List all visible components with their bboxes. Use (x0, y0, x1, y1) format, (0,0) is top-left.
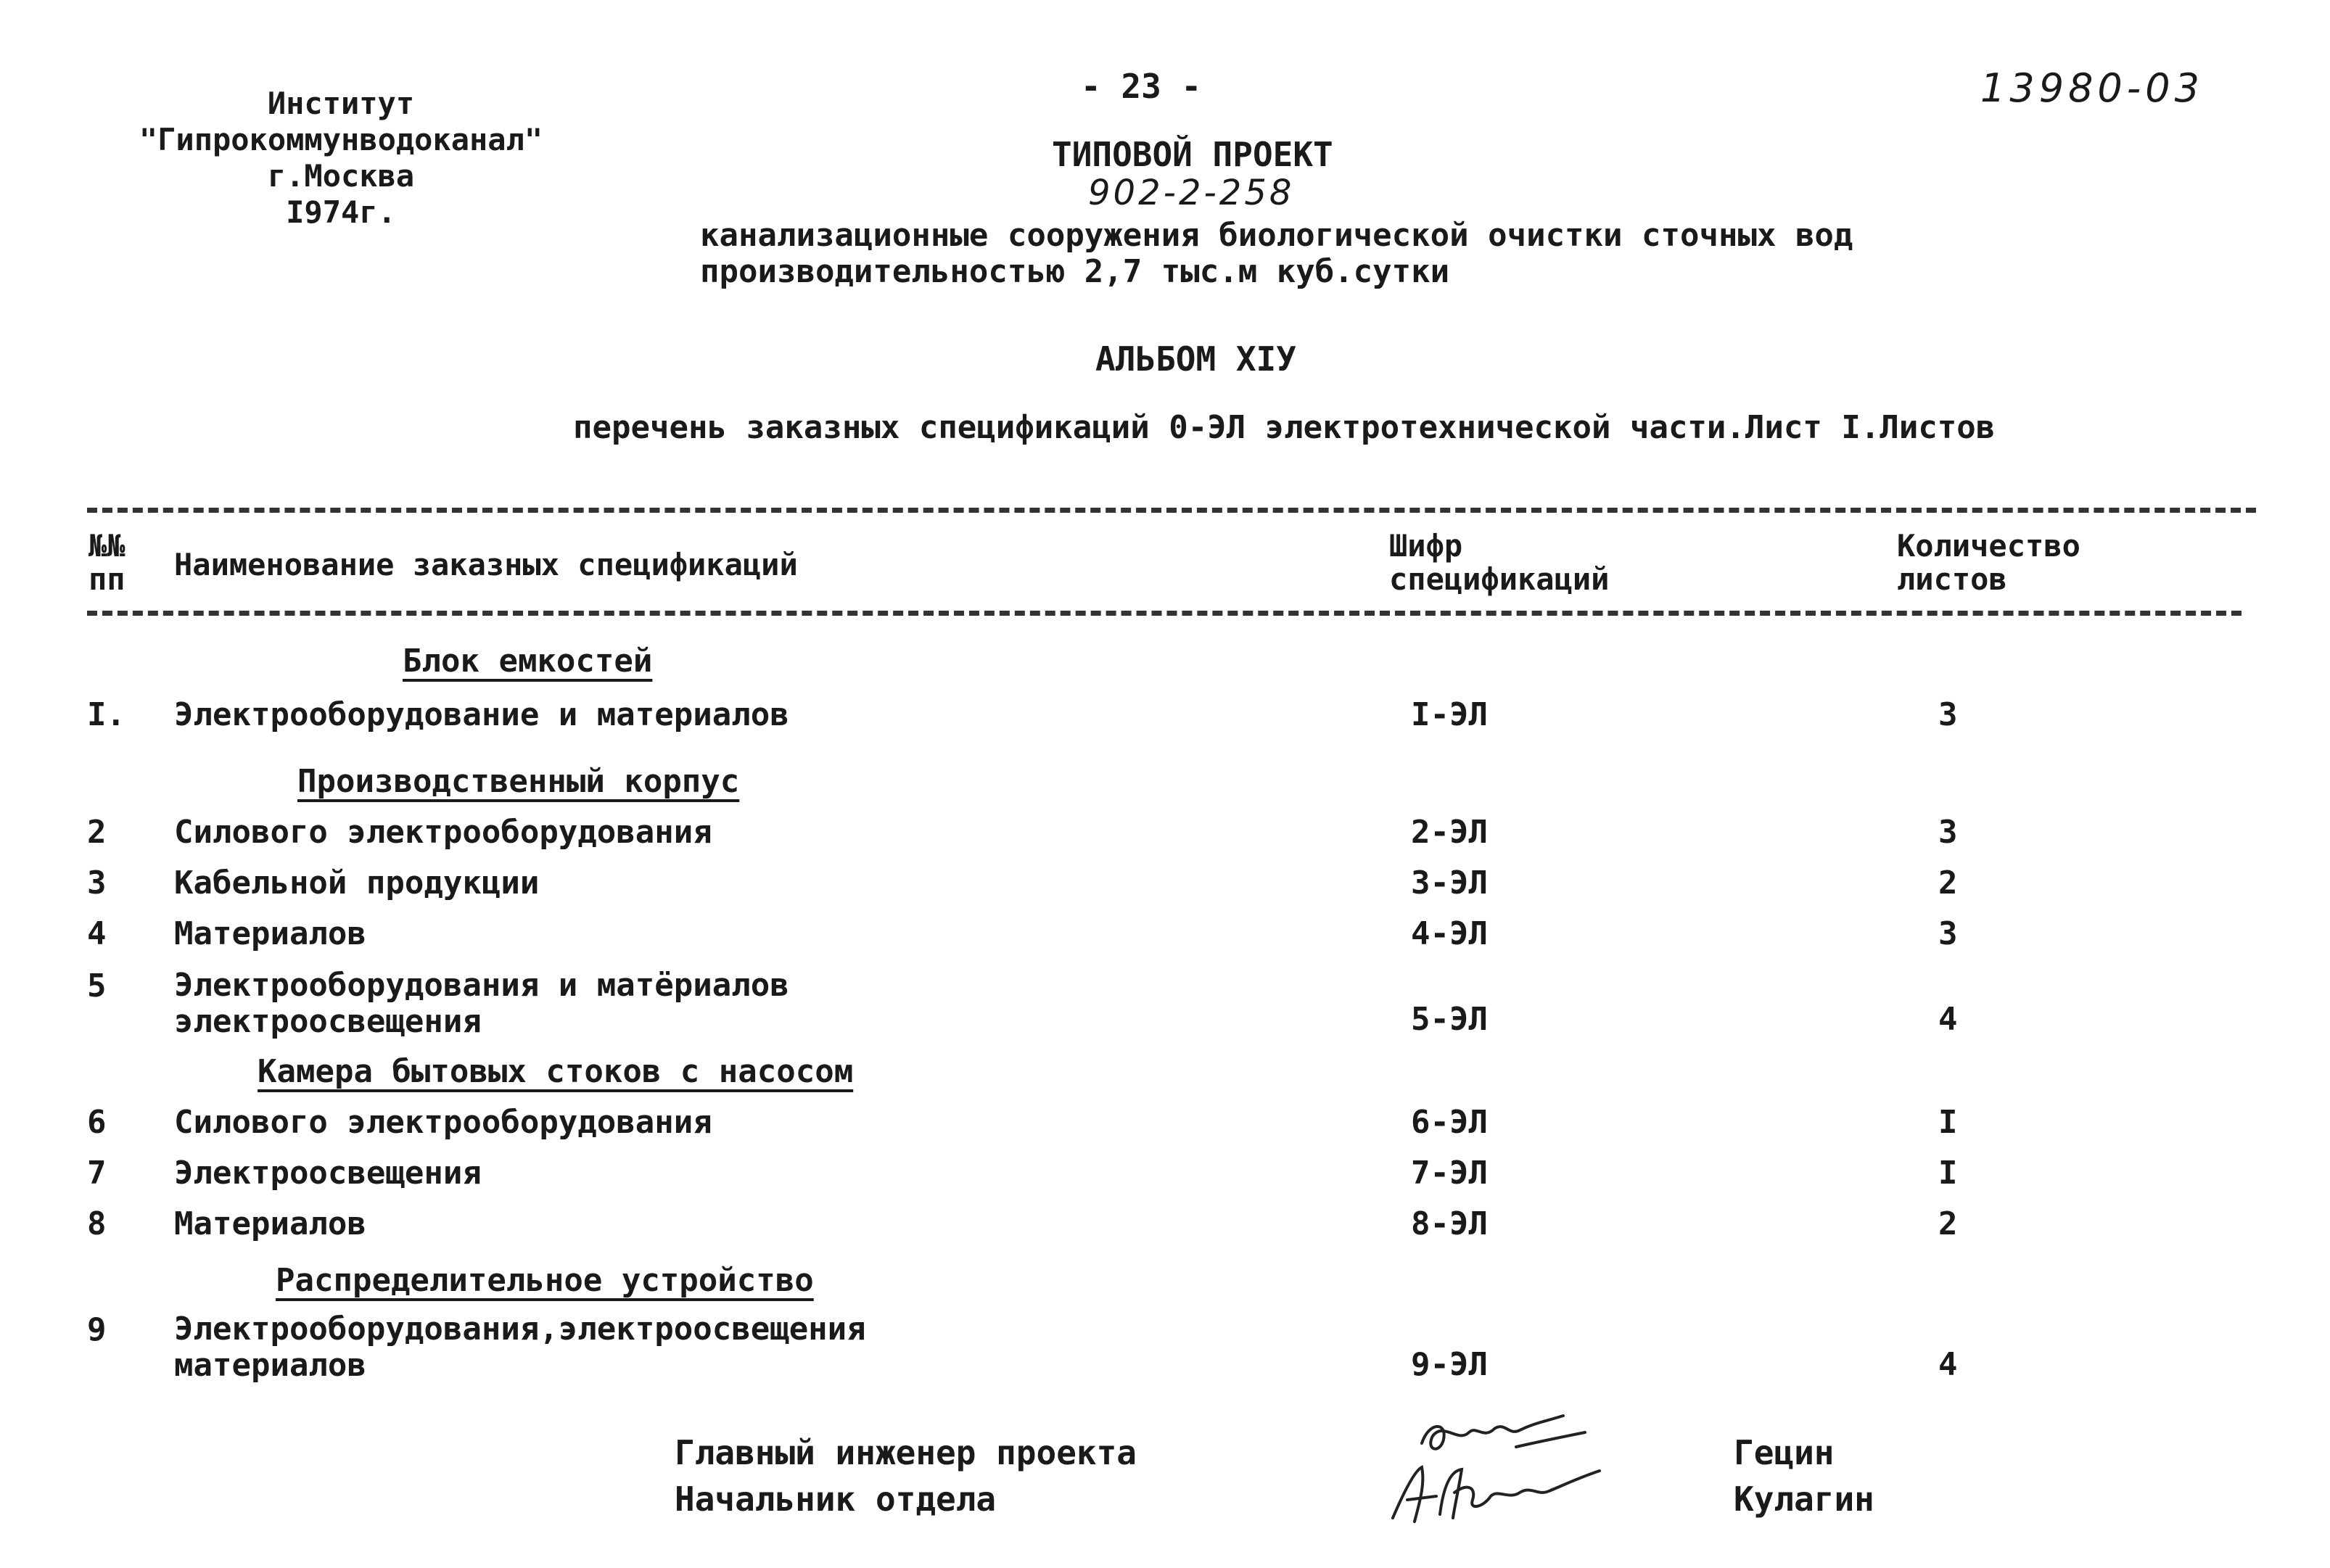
signature-role: Начальник отдела (675, 1480, 997, 1519)
section-title: Камера бытовых стоков с насосом (258, 1053, 854, 1090)
institute-line: Институт (267, 86, 415, 121)
row-code: 3-ЭЛ (1411, 865, 1488, 901)
row-num: 9 (87, 1311, 107, 1348)
row-sheets: 4 (1938, 1001, 1958, 1038)
row-sheets: 2 (1938, 1205, 1958, 1242)
col-header-name: Наименование заказных спецификаций (174, 547, 798, 582)
section-title: Блок емкостей (403, 643, 653, 680)
row-sheets: I (1938, 1155, 1958, 1192)
row-name: Кабельной продукции (174, 865, 540, 901)
description-line: канализационные сооружения биологической очистки сточных вод (700, 217, 1853, 254)
page-number: - 23 - (1081, 67, 1202, 106)
row-num: 2 (87, 814, 107, 851)
row-sheets: 2 (1938, 865, 1958, 901)
signature-role: Главный инженер проекта (675, 1433, 1137, 1472)
row-num: 3 (87, 865, 107, 901)
document-id: 13980-03 (1980, 65, 2204, 111)
row-name: Материалов (174, 1205, 366, 1242)
project-title: ТИПОВОЙ ПРОЕКТ (1052, 135, 1333, 174)
row-name: Материалов (174, 915, 366, 952)
row-code: 7-ЭЛ (1411, 1155, 1488, 1192)
row-code: 6-ЭЛ (1411, 1104, 1488, 1141)
row-code: 8-ЭЛ (1411, 1205, 1488, 1242)
col-header-code: Шифр спецификаций (1389, 528, 1610, 597)
row-num: I. (87, 696, 125, 733)
row-code: 4-ЭЛ (1411, 915, 1488, 952)
institute-line: г.Москва (267, 158, 415, 194)
row-sheets: I (1938, 1104, 1958, 1141)
signature-name: Гецин (1734, 1433, 1835, 1472)
col-header-num: №№ пп (88, 528, 125, 597)
row-num: 8 (87, 1205, 107, 1242)
row-sheets: 3 (1938, 915, 1958, 952)
row-code: 9-ЭЛ (1411, 1346, 1488, 1383)
table-header-rule (87, 611, 2242, 616)
row-name: Электрооборудования,электроосвещения материалов (174, 1311, 866, 1384)
row-num: 5 (87, 967, 107, 1004)
row-num: 6 (87, 1104, 107, 1141)
signature-name: Кулагин (1734, 1480, 1874, 1519)
institute-line: "Гипрокоммунводоканал" (139, 122, 543, 157)
row-name: Электрооборудования и матёриалов электроосвещения (174, 967, 789, 1040)
row-sheets: 4 (1938, 1346, 1958, 1383)
project-number: 902-2-258 (1088, 173, 1295, 213)
row-name: Силового электрооборудования (174, 1104, 712, 1141)
row-code: 5-ЭЛ (1411, 1001, 1488, 1038)
row-num: 4 (87, 915, 107, 952)
row-name: Силового электрооборудования (174, 814, 712, 851)
institute-block (109, 86, 573, 231)
row-name: Электроосвещения (174, 1155, 482, 1192)
row-num: 7 (87, 1155, 107, 1192)
row-sheets: 3 (1938, 696, 1958, 733)
col-header-sheets: Количество листов (1897, 528, 2080, 597)
row-code: 2-ЭЛ (1411, 814, 1488, 851)
row-name: Электрооборудование и материалов (174, 696, 789, 733)
institute-line: I974г. (286, 194, 396, 230)
project-description (700, 218, 1853, 290)
section-title: Распределительное устройство (276, 1262, 814, 1299)
section-title: Производственный корпус (297, 763, 740, 800)
description-line: производительностью 2,7 тыс.м куб.сутки (700, 253, 1450, 290)
handwritten-signature-department-head (1382, 1456, 1621, 1529)
list-title: перечень заказных спецификаций 0-ЭЛ электротехнической части.Лист I.Листов (573, 409, 1996, 446)
table-top-rule (87, 508, 2256, 513)
row-code: I-ЭЛ (1411, 696, 1488, 733)
row-sheets: 3 (1938, 814, 1958, 851)
album-title: АЛЬБОМ XIУ (1095, 339, 1296, 379)
